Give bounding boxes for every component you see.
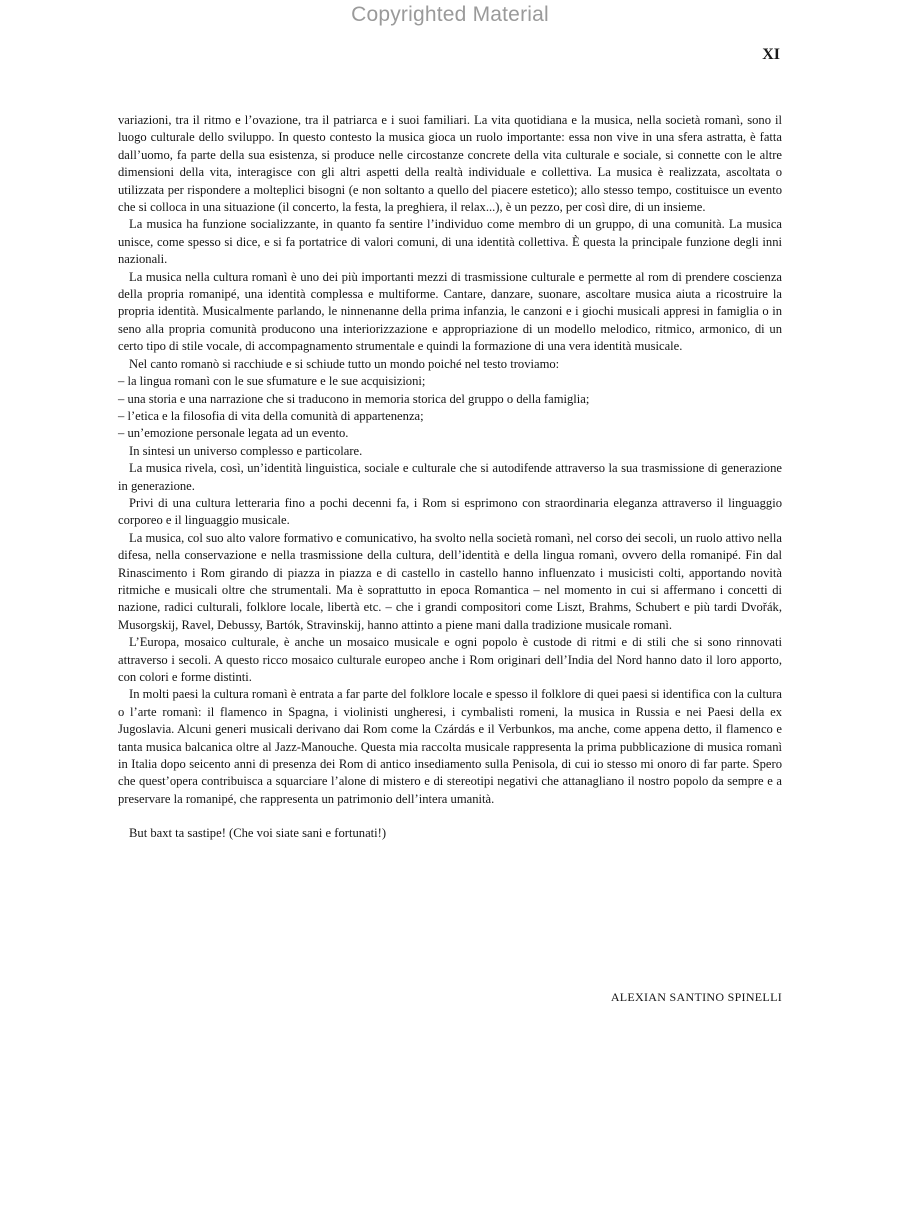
paragraph: L’Europa, mosaico culturale, è anche un mosaico musicale e ogni popolo è custode di ritmi e di stili che si sono rinnovati attraverso i secoli. A questo ricco mosaico culturale europeo anche i Rom originari dell’India del Nord hanno dato il loro apporto, con colori e forme distinti. [118, 635, 782, 684]
paragraph: Privi di una cultura letteraria fino a pochi decenni fa, i Rom si esprimono con straordinaria eleganza attraverso il linguaggio corporeo e il linguaggio musicale. [118, 495, 782, 528]
list-item: – un’emozione personale legata ad un evento. [118, 426, 349, 441]
list-item: – la lingua romanì con le sue sfumature e le sue acquisizioni; [118, 374, 426, 389]
page-number: XI [762, 46, 780, 63]
paragraph: In sintesi un universo complesso e particolare. [129, 443, 363, 458]
copyright-watermark: Copyrighted Material [351, 3, 549, 26]
author-signature: ALEXIAN SANTINO SPINELLI [610, 990, 782, 1004]
paragraph: variazioni, tra il ritmo e l’ovazione, tra il patriarca e i suoi familiari. La vita quotidiana e la musica, nella società romanì, sono il luogo culturale dello sviluppo. In questo contesto la musica gioca un ruolo importante: essa non vive in una sfera astratta, è fatta dall’uomo, fa parte della sua esistenza, si produce nelle circostanze concrete della vita culturale e sociale, si connette con le altre dimensioni della vita, interagisce con gli altri aspetti della realtà individuale e collettiva. La musica è realizzata, ascoltata o utilizzata per rispondere a molteplici bisogni (e non soltanto a quello del piacere estetico); allo stesso tempo, costituisce un evento che si colloca in una situazione (il concerto, la festa, la preghiera, il relax...), è un pezzo, per così dire, di un insieme. [118, 113, 782, 215]
paragraph: In molti paesi la cultura romanì è entrata a far parte del folklore locale e spesso il folklore di quei paesi si identifica con la cultura o l’arte romanì: il flamenco in Spagna, i violinisti ungheresi, i cymbalisti romeni, la musica in Russia e nei Paesi della ex Jugoslavia. Alcuni generi musicali derivano dai Rom come la Czárdás e il Verbunkos, ma anche, come appena detto, il flamenco e tanta musica balcanica oltre al Jazz-Manouche. Questa mia raccolta musicale rappresenta la prima pubblicazione di musica romanì in Italia dopo seicento anni di presenza dei Rom di antico insediamento sulla Penisola, di cui io stesso mi onoro di far parte. Spero che quest’opera contribuisca a squarciare l’alone di mistero e di stereotipi negativi che attanagliano il nostro popolo da sempre e a preservare la romanipé, che rappresenta un patrimonio dell’intera umanità. [118, 687, 782, 806]
paragraph: Nel canto romanò si racchiude e si schiude tutto un mondo poiché nel testo troviamo: [129, 356, 560, 371]
paragraph: La musica, col suo alto valore formativo e comunicativo, ha svolto nella società romanì, nel corso dei secoli, un ruolo attivo nella difesa, nella conservazione e nella trasmissione della cultura, dell’identità e della lingua romanì, ovvero della romanipé. Fin dal Rinascimento i Rom girando di piazza in piazza e di castello in castello hanno influenzato i musicisti colti, apportando novità ritmiche e musicali oltre che strumentali. Ma è soprattutto in epoca Romantica – nel momento in cui si affermano i concetti di nazione, radici culturali, folklore locale, libertà etc. – che i grandi compositori come Liszt, Brahms, Schubert e più tardi Dvořák, Musorgskij, Ravel, Debussy, Bartók, Stravinskij, hanno attinto a piene mani dalla tradizione musicale romanì. [118, 530, 782, 632]
paragraph: La musica nella cultura romanì è uno dei più importanti mezzi di trasmissione culturale e permette al rom di prendere coscienza della propria romanipé, una identità complessa e multiforme. Cantare, danzare, suonare, ascoltare musica aiuta a ricostruire la propria identità. Musicalmente parlando, le ninnenanne della prima infanzia, le canzoni e i giochi musicali appresi in famiglia o in seno alla propria comunità producono una interiorizzazione e appropriazione di un modello melodico, ritmico, armonico, di un certo tipo di stile vocale, di accompagnamento strumentale e quindi la formazione di una vera identità musicale. [118, 269, 782, 354]
list-item: – una storia e una narrazione che si traducono in memoria storica del gruppo o della famiglia; [118, 391, 590, 406]
spacer [118, 808, 782, 825]
paragraph: La musica ha funzione socializzante, in quanto fa sentire l’individuo come membro di un gruppo, di una comunità. La musica unisce, come spesso si dice, e si fa portatrice di valori comuni, di una identità collettiva. È questa la principale funzione degli inni nazionali. [118, 217, 782, 267]
paragraph: La musica rivela, così, un’identità linguistica, sociale e culturale che si autodifende attraverso la sua trasmissione di generazione in generazione. [118, 461, 782, 493]
list-item: – l’etica e la filosofia di vita della comunità di appartenenza; [118, 408, 424, 423]
closing-line: But baxt ta sastipe! (Che voi siate sani e fortunati!) [129, 826, 387, 841]
body-text [118, 112, 782, 843]
